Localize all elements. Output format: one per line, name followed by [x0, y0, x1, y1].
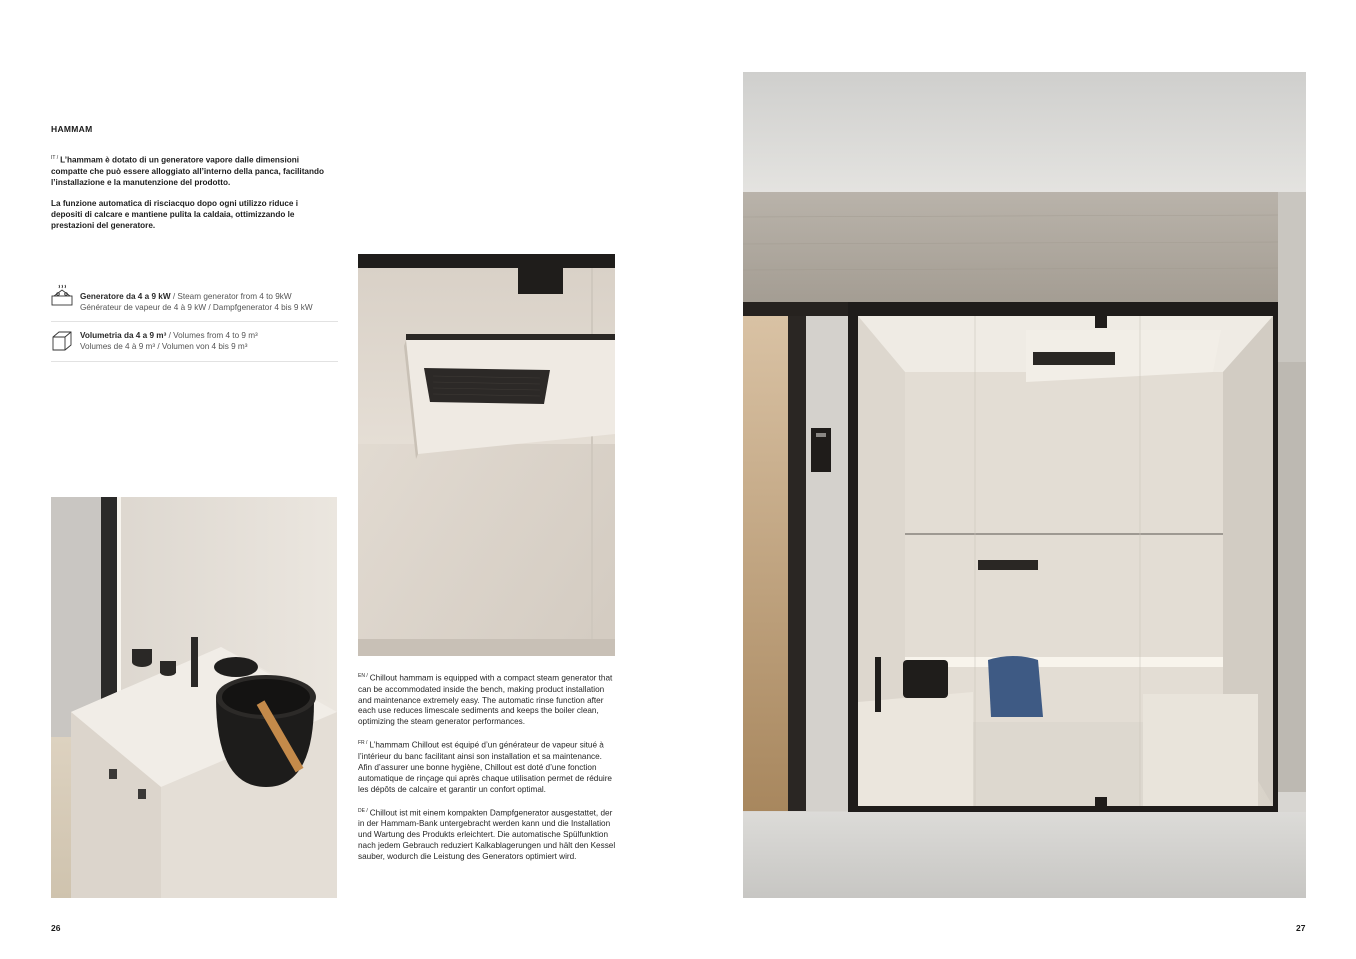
multilingual-text: [358, 671, 618, 873]
photo-ceiling-shower: [358, 254, 615, 656]
spec-line-2: Générateur de vapeur de 4 à 9 kW / Dampfgenerator 4 bis 9 kW: [80, 302, 313, 312]
de-paragraph: $^{DE /}$ Chillout ist mit einem kompakten Dampfgenerator ausgestattet, der in der Hammam-Bank untergebracht werden kann und die Installation und Wartung des Produkts erleichtert. Die automatische Spülfunktion nach jedem Gebrauch reduziert Kalkablagerungen und hält den Kessel sauber, wodurch die Leistung des Generators optimiert wird.: [358, 807, 616, 861]
en-paragraph: $^{EN /}$ Chillout hammam is equipped with a compact steam generator that can be accommodated inside the bench, making product installation and maintenance extremely easy. The automatic rinse function after each use reduces limescale sediments and keeps the boiler clean, optimizing the steam generator performances.: [358, 673, 613, 727]
fr-paragraph-2: Afin d’assurer une bonne hygiène, Chillout est doté d’une fonction automatique de rinçage qui après chaque utilisation permet de réduire les dépôts de calcaire et garantir un confort optimal.: [358, 762, 612, 794]
de-language-label: DE /: [358, 807, 368, 814]
spec-line-1: Volumetria da 4 a 9 m³ / Volumes from 4 to 9 m³: [80, 331, 258, 340]
it-paragraph-2: La funzione automatica di risciacquo dopo ogni utilizzo riduce i depositi di calcare e mantiene pulita la caldaia, ottimizzando le prestazioni del generatore.: [51, 198, 299, 230]
spec-volume: [51, 327, 338, 362]
italian-description: [51, 153, 326, 241]
spec-line-2: Volumes de 4 à 9 m³ / Volumen von 4 bis 9 m³: [80, 341, 248, 351]
fr-paragraph-1: $^{FR /}$ L’hammam Chillout est équipé d’un générateur de vapeur situé à l’intérieur du banc facilitant ainsi son installation et sa maintenance.: [358, 740, 604, 761]
steam-generator-icon: [51, 284, 73, 306]
volume-cube-icon: [51, 330, 73, 352]
page-number-right: 27: [1296, 923, 1306, 933]
spec-steam-generator: [51, 284, 338, 322]
it-language-label: IT /: [51, 155, 59, 161]
en-language-label: EN /: [358, 673, 368, 679]
photo-hammam-cabin: [743, 72, 1306, 898]
fr-language-label: FR /: [358, 740, 368, 747]
photo-bench-bucket: [51, 497, 337, 898]
it-paragraph-1: $^{IT /}$ L’hammam è dotato di un generatore vapore dalle dimensioni compatte che può essere alloggiato all’interno della panca, facilitando l’installazione e la manutenzione del prodotto.: [51, 155, 324, 187]
spec-line-1: Generatore da 4 a 9 kW / Steam generator from 4 to 9kW: [80, 292, 292, 301]
section-heading: HAMMAM: [51, 124, 93, 134]
page-number-left: 26: [51, 923, 61, 933]
